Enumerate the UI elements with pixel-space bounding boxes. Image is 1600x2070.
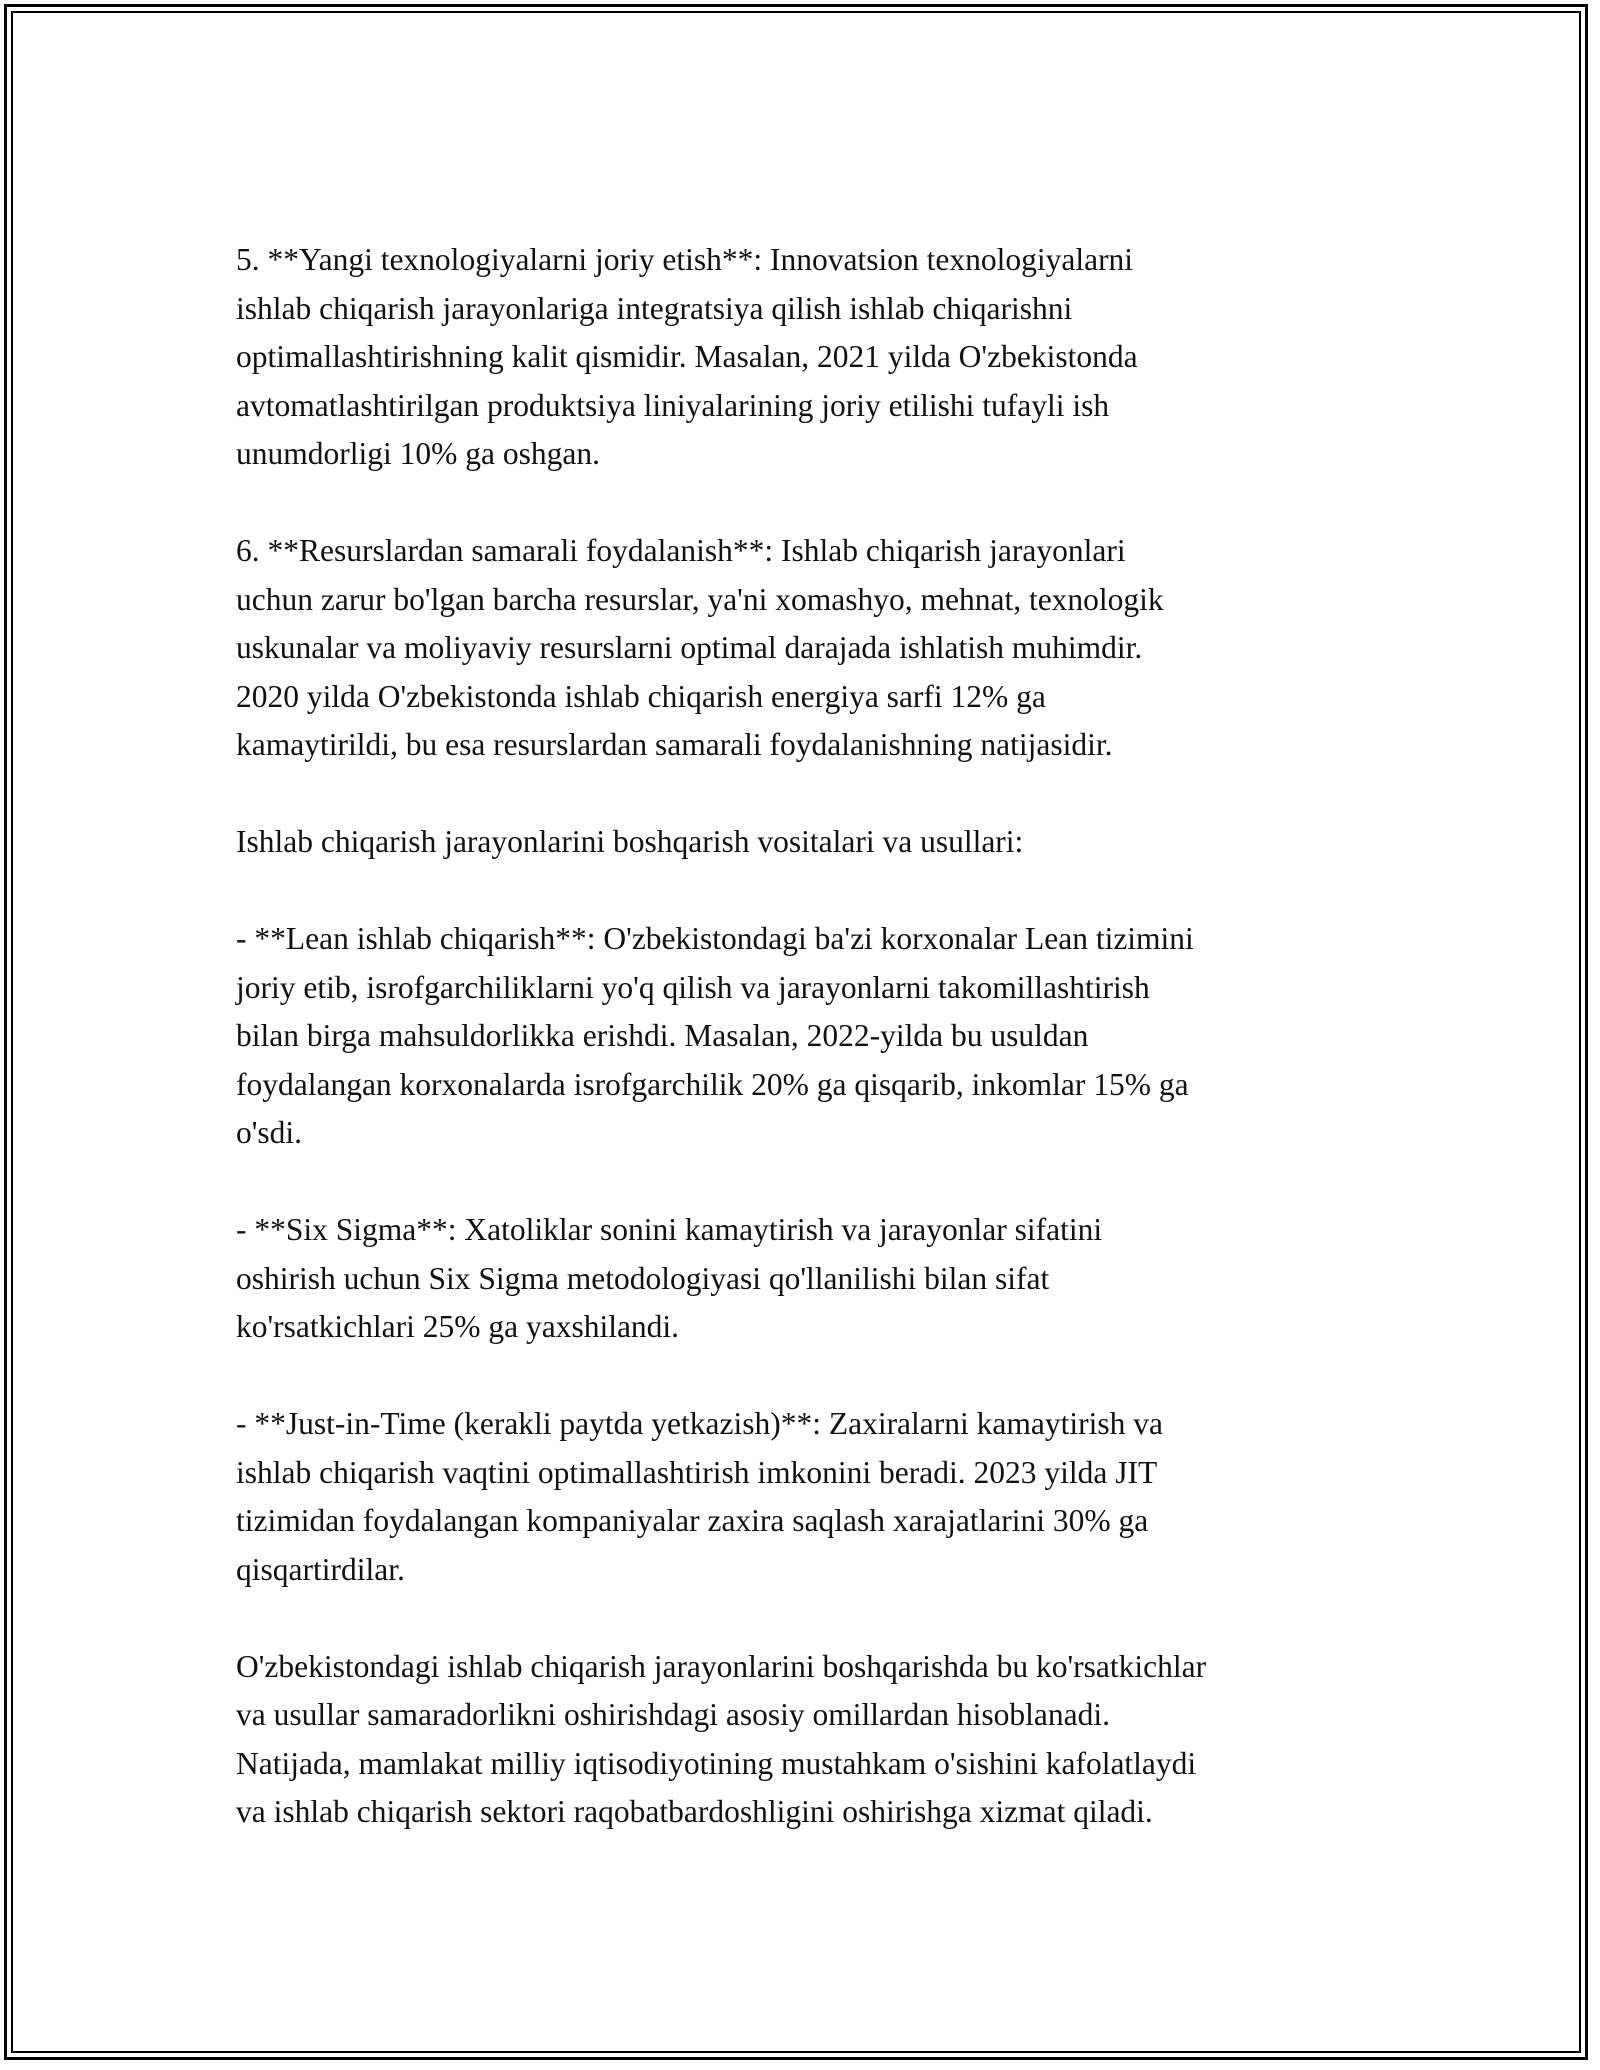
paragraph-just-in-time [236, 1400, 1406, 1594]
text-line: ko'rsatkichlari 25% ga yaxshilandi. [236, 1309, 680, 1344]
text-line: va usullar samaradorlikni oshirishdagi asosiy omillardan hisoblanadi. [236, 1697, 1110, 1732]
paragraph-resource-efficiency [236, 527, 1406, 770]
text-line: oshirish uchun Six Sigma metodologiyasi qo'llanilishi bilan sifat [236, 1260, 1050, 1296]
paragraph-six-sigma [236, 1206, 1406, 1352]
text-line: uskunalar va moliyaviy resurslarni optimal darajada ishlatish muhimdir. [236, 630, 1143, 665]
text-line: joriy etib, isrofgarchiliklarni yo'q qilish va jarayonlarni takomillashtirish [236, 969, 1150, 1005]
text-line: ishlab chiqarish vaqtini optimallashtirish imkonini beradi. 2023 yilda JIT [236, 1454, 1158, 1490]
text-line: Natijada, mamlakat milliy iqtisodiyotining mustahkam o'sishini kafolatlaydi [236, 1745, 1197, 1781]
document-body [236, 236, 1406, 1885]
text-line: - **Lean ishlab chiqarish**: O'zbekistondagi ba'zi korxonalar Lean tizimini [236, 921, 1194, 956]
paragraph-new-technologies [236, 236, 1406, 479]
text-line: O'zbekistondagi ishlab chiqarish jarayonlarini boshqarishda bu ko'rsatkichlar [236, 1648, 1207, 1684]
paragraph-lean [236, 915, 1406, 1158]
text-line: 2020 yilda O'zbekistonda ishlab chiqarish energiya sarfi 12% ga [236, 678, 1046, 714]
text-line: uchun zarur bo'lgan barcha resurslar, ya'ni xomashyo, mehnat, texnologik [236, 581, 1164, 617]
text-line: tizimidan foydalangan kompaniyalar zaxira saqlash xarajatlarini 30% ga [236, 1503, 1149, 1538]
text-line: Ishlab chiqarish jarayonlarini boshqarish vositalari va usullari: [236, 824, 1024, 859]
text-line: 5. **Yangi texnologiyalarni joriy etish**: Innovatsion texnologiyalarni [236, 242, 1134, 277]
paragraph-tools-heading [236, 818, 1406, 867]
text-line: - **Six Sigma**: Xatoliklar sonini kamaytirish va jarayonlar sifatini [236, 1212, 1103, 1247]
text-line: qisqartirdilar. [236, 1551, 405, 1587]
text-line: kamaytirildi, bu esa resurslardan samarali foydalanishning natijasidir. [236, 727, 1113, 762]
text-line: foydalangan korxonalarda isrofgarchilik 20% ga qisqarib, inkomlar 15% ga [236, 1066, 1189, 1102]
text-line: ishlab chiqarish jarayonlariga integratsiya qilish ishlab chiqarishni [236, 290, 1073, 326]
text-line: unumdorligi 10% ga oshgan. [236, 436, 600, 471]
text-line: o'sdi. [236, 1115, 303, 1150]
text-line: optimallashtirishning kalit qismidir. Masalan, 2021 yilda O'zbekistonda [236, 339, 1138, 374]
text-line: bilan birga mahsuldorlikka erishdi. Masalan, 2022-yilda bu usuldan [236, 1018, 1089, 1053]
text-line: va ishlab chiqarish sektori raqobatbardoshligini oshirishga xizmat qiladi. [236, 1794, 1153, 1829]
text-line: 6. **Resurslardan samarali foydalanish**: Ishlab chiqarish jarayonlari [236, 533, 1126, 568]
paragraph-conclusion [236, 1643, 1406, 1837]
text-line: avtomatlashtirilgan produktsiya liniyalarining joriy etilishi tufayli ish [236, 387, 1110, 423]
text-line: - **Just-in-Time (kerakli paytda yetkazish)**: Zaxiralarni kamaytirish va [236, 1406, 1163, 1441]
